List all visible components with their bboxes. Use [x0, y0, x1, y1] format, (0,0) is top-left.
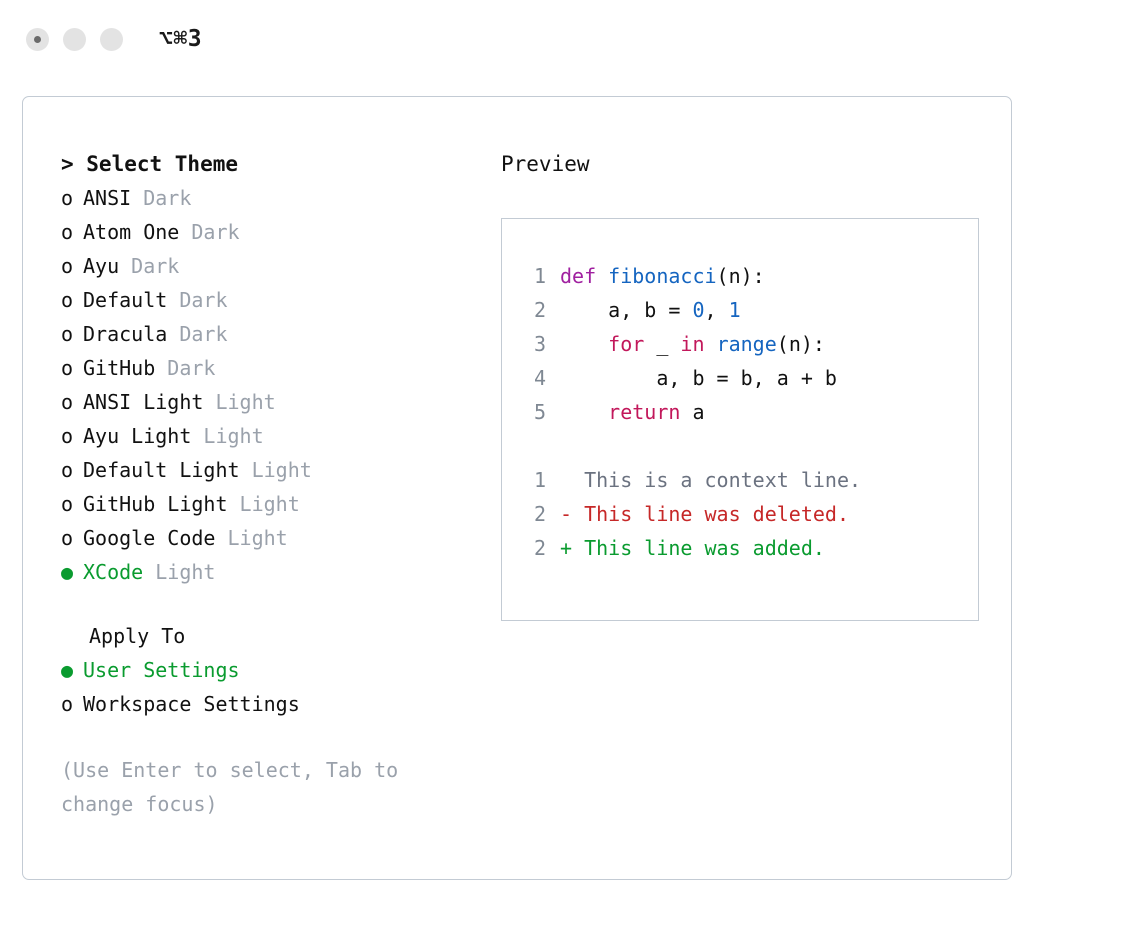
- theme-variant-label: Dark: [179, 288, 228, 312]
- radio-icon: o: [61, 458, 74, 482]
- title-bar: [0, 0, 1140, 78]
- radio-icon: o: [61, 692, 74, 716]
- code-line: [520, 259, 978, 293]
- apply-to-heading: Apply To: [89, 624, 186, 648]
- theme-list-column: [61, 147, 481, 821]
- code-token: return: [608, 400, 681, 424]
- theme-variant-label: Light: [215, 390, 276, 414]
- theme-option-label: Ayu Light: [83, 424, 192, 448]
- radio-icon: o: [61, 424, 74, 448]
- radio-icon: o: [61, 220, 74, 244]
- theme-option-xcode-light[interactable]: [61, 555, 481, 589]
- theme-option-label: Default: [83, 288, 168, 312]
- apply-to-option-list: [61, 653, 481, 721]
- code-token: fibonacci: [608, 264, 717, 288]
- theme-option-ansi-dark[interactable]: [61, 181, 481, 215]
- preview-code-box: [501, 218, 979, 621]
- radio-icon: o: [61, 254, 74, 278]
- code-line: [520, 361, 978, 395]
- radio-icon: o: [61, 390, 74, 414]
- line-number: 3: [533, 332, 546, 356]
- diff-text: - This line was deleted.: [560, 502, 849, 526]
- line-number: 1: [533, 468, 546, 492]
- code-token: def: [560, 264, 609, 288]
- diff-text: This is a context line.: [560, 468, 862, 492]
- theme-option-label: XCode: [83, 560, 144, 584]
- line-number: 5: [533, 400, 546, 424]
- theme-variant-label: Light: [203, 424, 264, 448]
- select-theme-heading: > Select Theme: [61, 152, 239, 176]
- theme-variant-label: Light: [227, 526, 288, 550]
- theme-variant-label: Dark: [131, 254, 180, 278]
- code-token: range: [716, 332, 777, 356]
- theme-option-label: GitHub Light: [83, 492, 228, 516]
- theme-option-label: Dracula: [83, 322, 168, 346]
- diff-line-context: [520, 463, 978, 497]
- radio-selected-icon: ●: [61, 560, 74, 584]
- code-line: [520, 395, 978, 429]
- theme-option-label: GitHub: [83, 356, 156, 380]
- theme-variant-label: Dark: [167, 356, 216, 380]
- theme-option-ansi-light[interactable]: [61, 385, 481, 419]
- radio-icon: o: [61, 356, 74, 380]
- diff-line-added: [520, 531, 978, 565]
- code-token: a, b =: [560, 298, 693, 322]
- line-number: 1: [533, 264, 546, 288]
- close-button[interactable]: [26, 28, 49, 51]
- code-token: _: [644, 332, 681, 356]
- apply-to-option-user-settings[interactable]: [61, 653, 481, 687]
- preview-column: [501, 147, 981, 621]
- code-token: [560, 332, 608, 356]
- line-number: 4: [533, 366, 546, 390]
- theme-option-label: Default Light: [83, 458, 240, 482]
- minimize-button[interactable]: [63, 28, 86, 51]
- code-token: a, b = b, a + b: [560, 366, 837, 390]
- theme-option-github-light[interactable]: [61, 487, 481, 521]
- code-token: (n):: [776, 332, 825, 356]
- code-blank-line: [520, 429, 978, 463]
- code-token: a: [680, 400, 705, 424]
- theme-selector-panel: [22, 96, 1012, 880]
- section-spacer: [61, 589, 481, 619]
- diff-text: + This line was added.: [560, 536, 825, 560]
- code-token: for: [608, 332, 645, 356]
- code-token: [705, 332, 717, 356]
- theme-variant-label: Dark: [191, 220, 240, 244]
- code-line: [520, 327, 978, 361]
- theme-variant-label: Dark: [143, 186, 192, 210]
- code-token: 1: [728, 298, 741, 322]
- theme-option-list: [61, 181, 481, 589]
- theme-option-ayu-dark[interactable]: [61, 249, 481, 283]
- radio-icon: o: [61, 186, 74, 210]
- radio-selected-icon: ●: [61, 658, 74, 682]
- apply-to-option-label: Workspace Settings: [83, 692, 300, 716]
- radio-icon: o: [61, 492, 74, 516]
- radio-icon: o: [61, 288, 74, 312]
- code-token: in: [680, 332, 705, 356]
- traffic-light-buttons: [26, 28, 123, 51]
- theme-option-label: ANSI: [83, 186, 132, 210]
- code-line: [520, 293, 978, 327]
- code-token: ,: [704, 298, 729, 322]
- radio-icon: o: [61, 526, 74, 550]
- diff-line-deleted: [520, 497, 978, 531]
- theme-variant-label: Dark: [179, 322, 228, 346]
- theme-option-default-light[interactable]: [61, 453, 481, 487]
- maximize-button[interactable]: [100, 28, 123, 51]
- code-token: (n):: [716, 264, 765, 288]
- theme-option-label: Ayu: [83, 254, 120, 278]
- code-token: [560, 400, 608, 424]
- line-number: 2: [533, 502, 546, 526]
- keyboard-hint-text: (Use Enter to select, Tab to change focus): [61, 758, 411, 816]
- line-number: 2: [533, 536, 546, 560]
- theme-option-ayu-light[interactable]: [61, 419, 481, 453]
- keyboard-shortcut-label: ⌥⌘3: [159, 26, 203, 52]
- theme-variant-label: Light: [155, 560, 216, 584]
- code-token: 0: [692, 298, 705, 322]
- theme-option-atom-one-dark[interactable]: [61, 215, 481, 249]
- theme-option-default-dark[interactable]: [61, 283, 481, 317]
- theme-option-label: Google Code: [83, 526, 216, 550]
- theme-option-google-code[interactable]: [61, 521, 481, 555]
- theme-variant-label: Light: [239, 492, 300, 516]
- theme-option-github-dark[interactable]: [61, 351, 481, 385]
- theme-option-label: Atom One: [83, 220, 180, 244]
- apply-to-option-label: User Settings: [83, 658, 240, 682]
- theme-option-label: ANSI Light: [83, 390, 204, 414]
- theme-option-dracula-dark[interactable]: [61, 317, 481, 351]
- apply-to-option-workspace-settings[interactable]: [61, 687, 481, 721]
- radio-icon: o: [61, 322, 74, 346]
- theme-variant-label: Light: [251, 458, 312, 482]
- line-number: 2: [533, 298, 546, 322]
- preview-heading: Preview: [501, 152, 590, 176]
